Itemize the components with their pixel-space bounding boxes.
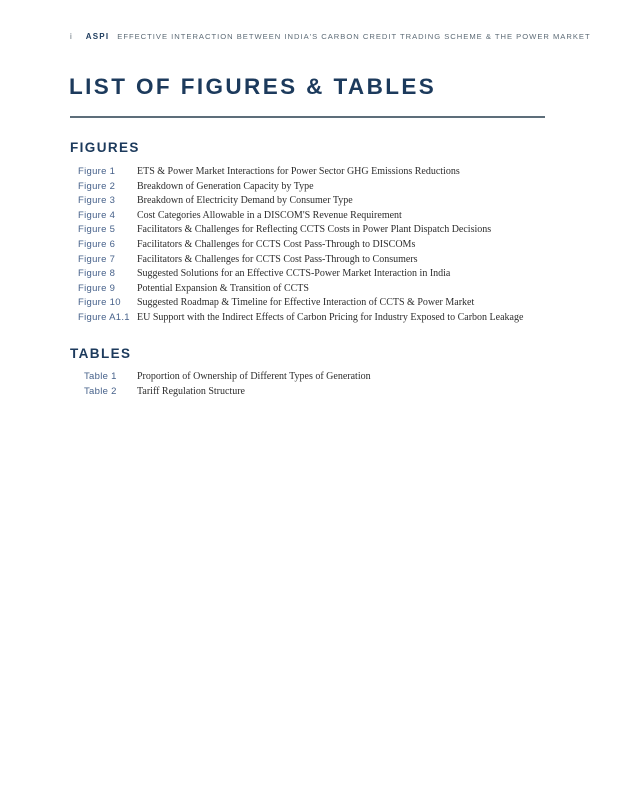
figure-title: Suggested Solutions for an Effective CCTS-Power Market Interaction in India [137,268,451,280]
figure-title: Breakdown of Generation Capacity by Type [137,180,314,192]
figures-heading: FIGURES [70,140,140,155]
list-item [78,181,523,196]
list-item [78,268,523,283]
list-item [78,195,523,210]
table-label: Table 1 [84,371,117,382]
page-number: i [70,32,73,41]
list-item [78,210,523,225]
figure-title: EU Support with the Indirect Effects of Carbon Pricing for Industry Exposed to Carbon Leakage [137,311,524,323]
list-item [78,312,523,327]
list-item [84,371,371,386]
figure-title: ETS & Power Market Interactions for Power Sector GHG Emissions Reductions [137,166,460,177]
figure-label: Figure 8 [78,268,116,280]
table-title: Proportion of Ownership of Different Types of Generation [137,371,371,382]
figure-title: Cost Categories Allowable in a DISCOM'S Revenue Requirement [137,209,402,221]
figure-label: Figure 9 [78,282,116,294]
running-title: EFFECTIVE INTERACTION BETWEEN INDIA'S CARBON CREDIT TRADING SCHEME & THE POWER MARKET [117,32,591,41]
list-item [78,224,523,239]
figure-title: Facilitators & Challenges for Reflecting CCTS Costs in Power Plant Dispatch Decisions [137,224,492,236]
tables-list [84,371,371,400]
title-rule [70,116,545,118]
list-item [78,239,523,254]
figure-title: Suggested Roadmap & Timeline for Effective Interaction of CCTS & Power Market [137,297,475,309]
table-title: Tariff Regulation Structure [137,385,245,397]
list-item [78,283,523,298]
figure-title: Facilitators & Challenges for CCTS Cost Pass-Through to DISCOMs [137,238,416,250]
figure-title: Facilitators & Challenges for CCTS Cost Pass-Through to Consumers [137,253,418,265]
running-header [70,33,598,41]
figure-label: Figure A1.1 [78,311,130,323]
figure-title: Breakdown of Electricity Demand by Consumer Type [137,195,353,207]
figure-label: Figure 1 [78,166,116,177]
brand-aspi: ASPI [85,32,110,41]
figure-label: Figure 2 [78,180,116,192]
list-item [84,386,371,401]
figures-list [78,166,523,327]
list-item [78,254,523,269]
list-item [78,297,523,312]
tables-heading: TABLES [70,346,132,361]
figure-label: Figure 5 [78,224,116,236]
figure-label: Figure 4 [78,209,116,221]
list-item [78,166,523,181]
figure-label: Figure 6 [78,238,116,250]
figure-title: Potential Expansion & Transition of CCTS [137,282,309,294]
figure-label: Figure 7 [78,253,116,265]
figure-label: Figure 3 [78,195,116,207]
table-label: Table 2 [84,385,117,397]
figure-label: Figure 10 [78,297,121,309]
page-title: LIST OF FIGURES & TABLES [69,74,437,99]
